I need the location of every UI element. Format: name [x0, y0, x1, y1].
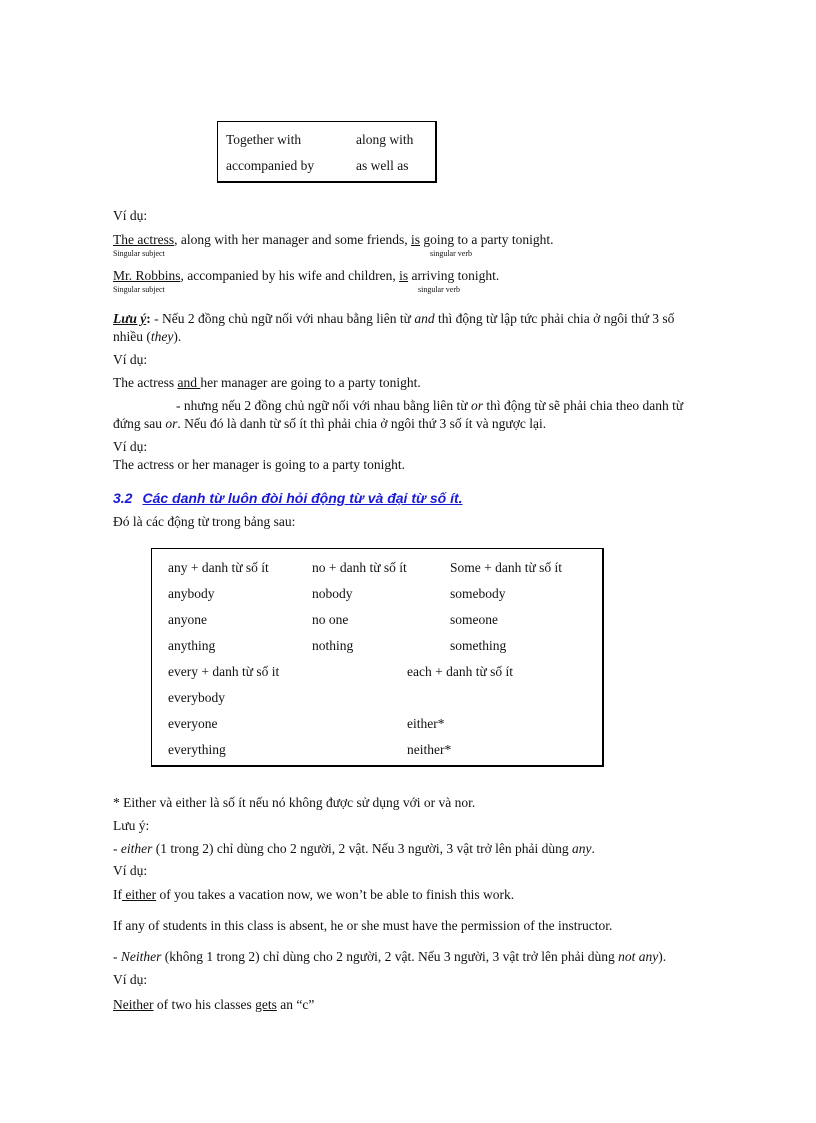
- keyword-they: they: [150, 329, 174, 344]
- neither-rule: [113, 949, 666, 965]
- sentence-text: going to a party tonight.: [420, 232, 554, 247]
- example-sentence-or: The actress or her manager is going to a party tonight.: [113, 457, 406, 472]
- box-cell: accompanied by: [226, 158, 315, 173]
- example-sentence-1: [113, 232, 554, 248]
- table-cell: someone: [450, 612, 498, 627]
- rule-text: -: [113, 841, 121, 856]
- table-cell: anything: [168, 638, 216, 653]
- table-cell: nothing: [312, 638, 354, 653]
- example-sentence-and: [113, 375, 421, 391]
- note-label: Lưu ý:: [113, 818, 150, 833]
- table-cell: everything: [168, 742, 226, 757]
- table-cell: nobody: [312, 586, 353, 601]
- rule-text: .: [591, 841, 595, 856]
- conjunction-phrases-box: [217, 121, 437, 183]
- keyword-and: and: [177, 375, 201, 390]
- rule-text: - nhưng nếu 2 đồng chủ ngữ nối với nhau bằng liên từ: [176, 398, 471, 413]
- section-title: Các danh từ luôn đòi hỏi động từ và đại từ số ít.: [142, 490, 463, 506]
- table-cell: anyone: [168, 612, 207, 627]
- subject: The actress: [113, 232, 175, 247]
- table-cell: anybody: [168, 586, 215, 601]
- or-rule-line1: [176, 398, 683, 414]
- subject-note: Singular subject: [113, 285, 165, 294]
- keyword-neither: Neither: [113, 997, 154, 1012]
- sentence-text: of two his classes: [153, 997, 256, 1012]
- example-sentence-either: [113, 887, 514, 903]
- rule-text: thì động từ sẽ phải chia theo danh từ: [482, 398, 684, 413]
- example-sentence-neither: [113, 997, 314, 1013]
- verb: is: [411, 232, 421, 247]
- section-heading: [113, 490, 463, 506]
- or-rule-line2: [113, 416, 546, 432]
- sentence-text: The actress: [113, 375, 178, 390]
- rule-text: (không 1 trong 2) chỉ dùng cho 2 người, 2 vật. Nếu 3 người, 3 vật trở lên phải dùng: [161, 949, 619, 964]
- sentence-text: , along with her manager and some friends,: [174, 232, 408, 247]
- table-cell: no one: [312, 612, 349, 627]
- table-cell: Some + danh từ số ít: [450, 560, 563, 575]
- box-cell: along with: [356, 132, 414, 147]
- example-label: Ví dụ:: [113, 352, 148, 367]
- note-colon: :: [146, 311, 151, 326]
- note-text: - Nếu 2 đồng chủ ngữ nối với nhau bằng liên từ: [150, 311, 415, 326]
- example-sentence-any: If any of students in this class is absent, he or she must have the permission of the instructor.: [113, 918, 613, 933]
- keyword-either: either: [122, 887, 157, 902]
- either-footnote: * Either và either là số ít nếu nó không được sử dụng với or và nor.: [113, 795, 476, 810]
- note-text: nhiều (: [113, 329, 151, 344]
- example-label: Ví dụ:: [113, 439, 148, 454]
- section-number: 3.2: [113, 490, 133, 506]
- verb: is: [399, 268, 409, 283]
- note-and-rule-line2: [113, 329, 181, 345]
- example-sentence-2: [113, 268, 499, 284]
- either-rule: [113, 841, 595, 857]
- note-and-rule-line1: [113, 311, 674, 327]
- rule-text: (1 trong 2) chỉ dùng cho 2 người, 2 vật. Nếu 3 người, 3 vật trở lên phải dùng: [152, 841, 572, 856]
- subject-note: Singular subject: [113, 249, 165, 258]
- table-cell: everybody: [168, 690, 225, 705]
- verb-note: singular verb: [430, 249, 472, 258]
- rule-text: -: [113, 949, 121, 964]
- table-cell: every + danh từ số it: [168, 664, 280, 679]
- rule-text: . Nếu đó là danh từ số ít thì phải chia ở ngôi thứ 3 số ít và ngược lại.: [177, 416, 547, 431]
- table-cell: everyone: [168, 716, 218, 731]
- keyword-not-any: not any: [618, 949, 659, 964]
- table-cell: something: [450, 638, 507, 653]
- table-cell: any + danh từ số ít: [168, 560, 269, 575]
- keyword-neither: Neither: [120, 949, 162, 964]
- sentence-text: , accompanied by his wife and children,: [180, 268, 396, 283]
- verb-note: singular verb: [418, 285, 460, 294]
- note-text: thì động từ lập tức phải chia ở ngôi thứ 3 số: [434, 311, 675, 326]
- sentence-text: an “c”: [276, 997, 315, 1012]
- keyword-either: either: [120, 841, 153, 856]
- table-cell: no + danh từ số ít: [312, 560, 407, 575]
- example-label: Ví dụ:: [113, 972, 148, 987]
- example-label: Ví dụ:: [113, 208, 148, 223]
- keyword-or: or: [470, 398, 483, 413]
- box-cell: Together with: [226, 132, 302, 147]
- singular-words-table: [151, 548, 604, 767]
- keyword-any: any: [571, 841, 592, 856]
- keyword-and: and: [414, 311, 435, 326]
- rule-text: đứng sau: [113, 416, 166, 431]
- box-cell: as well as: [356, 158, 409, 173]
- example-label: Ví dụ:: [113, 863, 148, 878]
- note-label: Lưu ý: [113, 311, 147, 326]
- table-cell: either*: [407, 716, 445, 731]
- sentence-text: her manager are going to a party tonight.: [200, 375, 421, 390]
- sentence-text: If: [113, 887, 122, 902]
- note-text: ).: [173, 329, 182, 344]
- table-cell: somebody: [450, 586, 506, 601]
- subject: Mr. Robbins: [113, 268, 181, 283]
- sentence-text: of you takes a vacation now, we won’t be able to finish this work.: [156, 887, 515, 902]
- table-intro: Đó là các động từ trong bảng sau:: [113, 514, 296, 529]
- rule-text: ).: [658, 949, 667, 964]
- keyword-or: or: [165, 416, 178, 431]
- verb: gets: [255, 997, 277, 1012]
- table-cell: each + danh từ số ít: [407, 664, 514, 679]
- table-cell: neither*: [407, 742, 452, 757]
- sentence-text: arriving tonight.: [408, 268, 500, 283]
